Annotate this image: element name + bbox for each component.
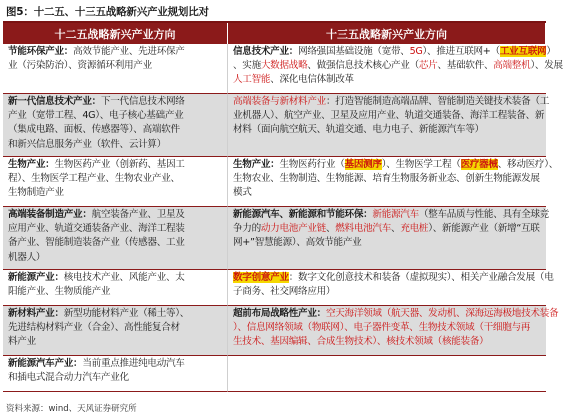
cell-text: 生物制造产业 bbox=[8, 187, 64, 199]
cell-text: 、移动医疗）、 bbox=[497, 159, 559, 170]
cell-text: 和新兴信息服务产业（软件、云计算） bbox=[8, 138, 166, 150]
category-label: 生物产业： bbox=[8, 159, 55, 170]
highlighted-term: 数字创意产业 bbox=[233, 272, 289, 283]
table-cell-right bbox=[228, 157, 559, 207]
cell-text: ）、生物医学工程（ bbox=[381, 159, 461, 170]
emphasis-text: 充电桩 bbox=[400, 223, 429, 235]
emphasis-text: 生技术、基因编辑、合成生物技术）、核技术领域（核能装备） bbox=[233, 336, 489, 348]
cell-text: 业机器人）、航空产业、卫星及应用产业、轨道交通装备、海洋工程装备、新 bbox=[233, 110, 545, 122]
cell-line bbox=[8, 138, 224, 152]
emphasis-text: 大数据战略 bbox=[260, 60, 308, 72]
comparison-table bbox=[3, 21, 563, 392]
cell-line bbox=[233, 158, 559, 172]
table-cell-right bbox=[228, 94, 549, 157]
cell-line bbox=[8, 186, 224, 200]
cell-text: ）、新能源产业（新增“互联 bbox=[428, 223, 540, 235]
category-label: 新一代信息技术产业： bbox=[8, 96, 101, 107]
cell-text: 、 bbox=[391, 223, 401, 235]
emphasis-text: 动力电池产业链 bbox=[260, 223, 326, 235]
cell-text: 料产业 bbox=[8, 336, 36, 348]
cell-text: ）、推进互联网+（ bbox=[422, 46, 500, 57]
cell-line bbox=[233, 222, 543, 236]
cell-line bbox=[8, 371, 224, 385]
cell-text: 网+”智慧能源）、高效节能产业 bbox=[233, 237, 362, 249]
cell-line bbox=[233, 59, 563, 73]
emphasis-text: 空天海洋领域（航天器、发动机、深海远海极地技术装备 bbox=[325, 308, 559, 319]
category-label: 超前布局战略性产业： bbox=[233, 308, 326, 319]
cell-line bbox=[233, 95, 549, 109]
cell-line bbox=[8, 321, 224, 335]
cell-line bbox=[233, 307, 559, 321]
table-cell-right bbox=[228, 270, 554, 306]
cell-line bbox=[233, 123, 543, 137]
cell-line bbox=[8, 158, 224, 172]
cell-text: 、基础软件、 bbox=[437, 60, 494, 72]
cell-text: 生物医药行业（ bbox=[279, 159, 345, 170]
category-label: 新能源产业： bbox=[8, 272, 64, 283]
category-label: 信息技术产业： bbox=[233, 46, 299, 57]
table-cell-right bbox=[228, 44, 563, 94]
table-cell-right bbox=[228, 356, 546, 392]
cell-text: 备产业、智能制造装备产业（传感器、工业 bbox=[8, 237, 185, 249]
emphasis-text: 新能源汽车 bbox=[372, 209, 419, 220]
cell-line bbox=[233, 172, 543, 186]
emphasis-text: 燃料电池汽车 bbox=[335, 223, 392, 235]
cell-text: 生物医药产业（创新药、基因工 bbox=[54, 159, 185, 170]
cell-line bbox=[8, 208, 224, 222]
cell-line bbox=[233, 271, 554, 285]
cell-line bbox=[8, 307, 224, 321]
table-cell-left bbox=[3, 270, 228, 306]
cell-line bbox=[233, 45, 556, 59]
cell-text: 新型功能材料产业（稀土等）、 bbox=[63, 308, 190, 319]
cell-text: 子商务、社交网络应用） bbox=[233, 286, 336, 298]
emphasis-text: 高端整机 bbox=[493, 60, 531, 72]
category-label: 新能源汽车产业： bbox=[8, 358, 83, 369]
cell-text: 产业（宽带工程、4G）、电子核心基础产业 bbox=[8, 110, 184, 122]
category-label: 节能环保产业： bbox=[8, 46, 74, 57]
cell-line bbox=[233, 208, 549, 222]
cell-line bbox=[233, 285, 543, 299]
highlighted-term: 医疗器械 bbox=[460, 159, 498, 170]
cell-text: 、 bbox=[325, 223, 336, 235]
emphasis-text: 5G bbox=[409, 46, 423, 57]
cell-line bbox=[233, 236, 543, 250]
cell-line bbox=[8, 172, 224, 186]
cell-text: 业（污染防治）、资源循环利用产业 bbox=[8, 60, 152, 72]
category-label: 生物产业： bbox=[233, 159, 280, 170]
emphasis-text: ）、信息网络领域（物联网）、电子器件变革、生物技术领域（干细胞与再 bbox=[233, 322, 531, 334]
cell-text: 高效节能产业、先进环保产 bbox=[73, 46, 185, 57]
highlighted-term: 基因测序 bbox=[344, 159, 382, 170]
header-13th-plan: 十三五战略新兴产业方向 bbox=[228, 23, 546, 44]
cell-text: 核电技术产业、风能产业、太 bbox=[63, 272, 185, 283]
cell-text: 先进结构材料产业（合金）、高性能复合材 bbox=[8, 322, 180, 334]
cell-text: 争力的 bbox=[233, 223, 261, 235]
emphasis-text: 芯片 bbox=[418, 60, 438, 72]
cell-line bbox=[233, 73, 543, 87]
cell-line bbox=[233, 335, 543, 349]
cell-line bbox=[8, 222, 224, 236]
cell-line bbox=[8, 357, 224, 371]
category-label: 高端装备制造产业： bbox=[8, 209, 92, 220]
header-12th-plan: 十二五战略新兴产业方向 bbox=[3, 23, 228, 44]
emphasis-text: 高端装备与新材料产业 bbox=[233, 96, 326, 107]
table-cell-left bbox=[3, 306, 228, 356]
cell-line bbox=[8, 45, 224, 59]
cell-text: 、实施 bbox=[233, 60, 261, 72]
figure-title: 图5：十二五、十三五战略新兴产业规划比对 bbox=[6, 6, 209, 18]
category-label: 新材料产业： bbox=[8, 308, 64, 319]
cell-line bbox=[233, 186, 543, 200]
cell-text: 和插电式混合动力汽车产业化 bbox=[8, 372, 129, 384]
cell-text: （整车品质与性能、具有全球竞 bbox=[418, 209, 549, 220]
cell-line bbox=[233, 109, 543, 123]
cell-line bbox=[8, 285, 224, 299]
cell-line bbox=[8, 271, 224, 285]
cell-text: 材料（面向航空航天、轨道交通、电力电子、新能源汽车等） bbox=[233, 124, 484, 136]
cell-text: ）、发展 bbox=[530, 60, 563, 72]
cell-text: 应用产业、轨道交通装备产业、海洋工程装 bbox=[8, 223, 185, 235]
cell-text: 程）、生物医学工程产业、生物农业产业、 bbox=[8, 173, 180, 185]
cell-line bbox=[8, 236, 224, 250]
table-cell-right bbox=[228, 207, 549, 270]
cell-line bbox=[8, 251, 224, 265]
cell-text: 航空装备产业、卫星及 bbox=[91, 209, 185, 220]
cell-line bbox=[8, 123, 224, 137]
emphasis-text: 人工智能 bbox=[233, 74, 271, 86]
table-cell-right bbox=[228, 306, 559, 356]
cell-text: 当前重点推进纯电动汽车 bbox=[82, 358, 185, 369]
cell-line bbox=[233, 321, 543, 335]
table-cell-left bbox=[3, 94, 228, 157]
category-label: 新能源汽车、新能源和节能环保： bbox=[233, 209, 373, 220]
cell-line bbox=[8, 109, 224, 123]
cell-text: ：打造智能制造高端品牌、智能制造关键技术装备（工 bbox=[325, 96, 549, 107]
cell-text: 、做强信息技术核心产业（ bbox=[307, 60, 419, 72]
cell-text: 下一代信息技术网络 bbox=[100, 96, 185, 107]
cell-text: 机器人） bbox=[8, 251, 46, 263]
cell-text: 生物农业、生物制造、生物能源、培育生物服务新业态、创新生物能源发展 bbox=[233, 173, 540, 185]
cell-text: 阳能产业、生物质能产业 bbox=[8, 286, 111, 298]
table-cell-left bbox=[3, 356, 228, 392]
cell-line bbox=[8, 95, 224, 109]
cell-line bbox=[8, 59, 224, 73]
cell-text: ） bbox=[546, 46, 556, 57]
source-note: 资料来源：wind、天风证券研究所 bbox=[6, 404, 137, 414]
cell-text: 、深化电信体制改革 bbox=[270, 74, 354, 86]
cell-text: ：数字文化创意技术和装备（虚拟现实）、相关产业融合发展（电 bbox=[288, 272, 554, 283]
cell-line bbox=[8, 335, 224, 349]
highlighted-term: 工业互联网 bbox=[499, 46, 547, 57]
cell-text: 网络强国基础设施（宽带、 bbox=[298, 46, 410, 57]
table-cell-left bbox=[3, 44, 228, 94]
table-cell-left bbox=[3, 207, 228, 270]
cell-text: （集成电路、面板、传感器等）、高端软件 bbox=[8, 124, 180, 136]
table-cell-left bbox=[3, 157, 228, 207]
cell-text: 模式 bbox=[233, 187, 252, 199]
